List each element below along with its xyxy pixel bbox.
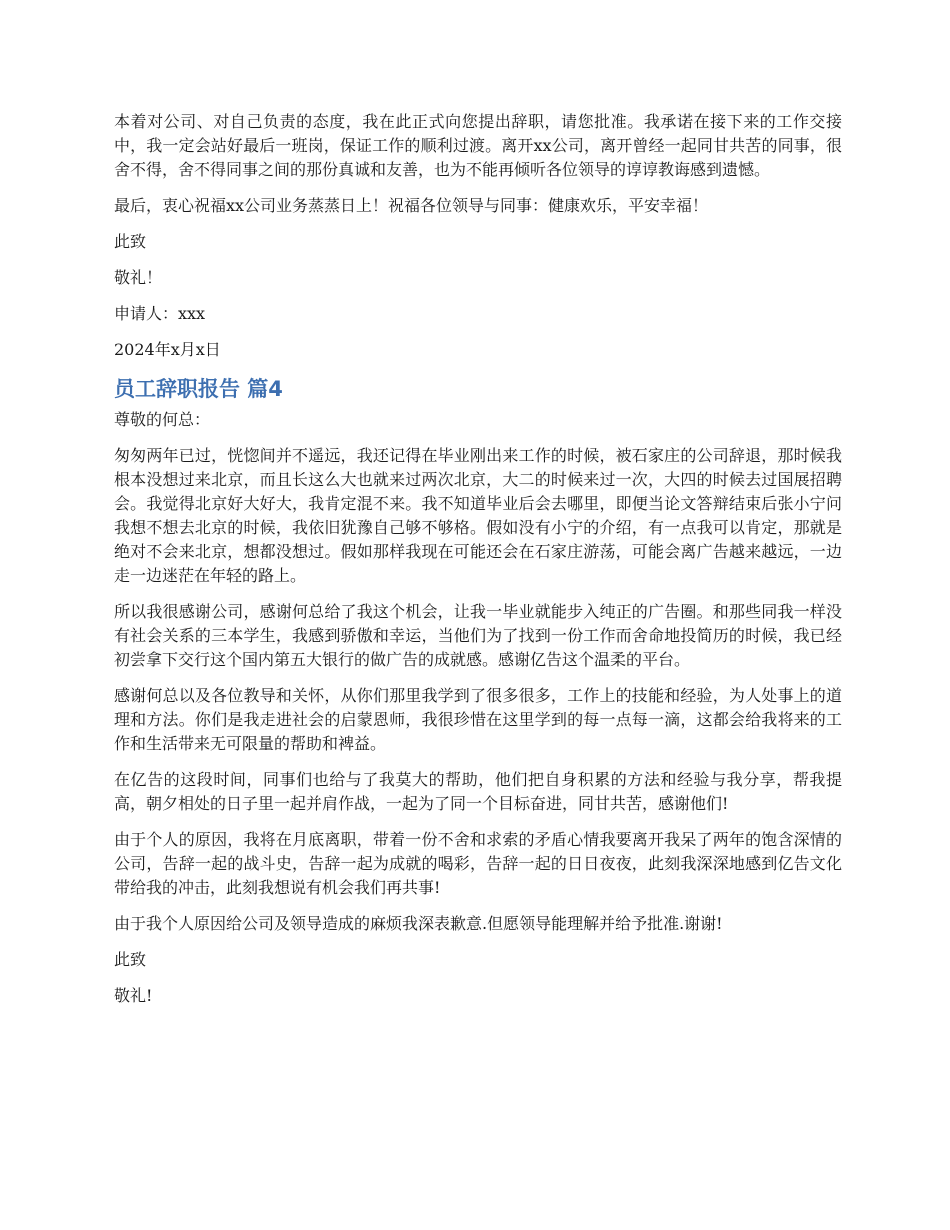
body-paragraph-1: 匆匆两年已过，恍惚间并不遥远，我还记得在毕业刚出来工作的时候，被石家庄的公司辞退，那时候我根本没想过来北京，而且长这么大也就来过两次北京，大二的时候来过一次，大四的时候去过国展招聘会。我觉得北京好大好大，我肯定混不来。我不知道毕业后会去哪里，即便当论文答辩结束后张小宁问我想不想去北京的时候，我依旧犹豫自己够不够格。假如没有小宁的介绍，有一点我可以肯定，那就是绝对不会来北京，想都没想过。假如那样我现在可能还会在石家庄游荡，可能会离广告越来越远，一边走一边迷茫在年轻的路上。 (114, 446, 842, 585)
closing-salutation: 此致 (114, 232, 147, 251)
applicant-line: 申请人：xxx (114, 304, 206, 323)
closing-regards-2: 敬礼! (114, 986, 153, 1005)
section-heading: 员工辞职报告 篇4 (114, 377, 283, 401)
resignation-commitment-paragraph: 本着对公司、对自己负责的态度，我在此正式向您提出辞职，请您批准。我承诺在接下来的工作交接中，我一定会站好最后一班岗，保证工作的顺利过渡。离开xx公司，离开曾经一起同甘共苦的同事，很舍不得，舍不得同事之间的那份真诚和友善，也为不能再倾听各位领导的谆谆教诲感到遗憾。 (114, 112, 842, 179)
body-paragraph-5: 由于个人的原因，我将在月底离职，带着一份不舍和求索的矛盾心情我要离开我呆了两年的饱含深情的公司，告辞一起的战斗史，告辞一起为成就的喝彩，告辞一起的日日夜夜，此刻我深深地感到亿告文化带给我的冲击，此刻我想说有机会我们再共事! (114, 830, 842, 897)
document-page (114, 110, 842, 1020)
greeting-line: 尊敬的何总： (114, 410, 211, 429)
body-paragraph-3: 感谢何总以及各位教导和关怀，从你们那里我学到了很多很多，工作上的技能和经验，为人处事上的道理和方法。你们是我走进社会的启蒙恩师，我很珍惜在这里学到的每一点每一滴，这都会给我将来的工作和生活带来无可限量的帮助和裨益。 (114, 686, 842, 753)
blessing-paragraph: 最后，衷心祝福xx公司业务蒸蒸日上！祝福各位领导与同事：健康欢乐，平安幸福！ (114, 196, 709, 215)
apology-paragraph: 由于我个人原因给公司及领导造成的麻烦我深表歉意.但愿领导能理解并给予批准.谢谢! (114, 914, 723, 933)
date-line: 2024年x月x日 (114, 340, 221, 359)
body-paragraph-4: 在亿告的这段时间，同事们也给与了我莫大的帮助，他们把自身积累的方法和经验与我分享，帮我提高，朝夕相处的日子里一起并肩作战，一起为了同一个目标奋进，同甘共苦，感谢他们! (114, 770, 842, 813)
closing-regards: 敬礼！ (114, 268, 163, 287)
closing-salutation-2: 此致 (114, 950, 147, 969)
body-paragraph-2: 所以我很感谢公司，感谢何总给了我这个机会，让我一毕业就能步入纯正的广告圈。和那些同我一样没有社会关系的三本学生，我感到骄傲和幸运，当他们为了找到一份工作而舍命地投简历的时候，我已经初尝拿下交行这个国内第五大银行的做广告的成就感。感谢亿告这个温柔的平台。 (114, 602, 842, 669)
